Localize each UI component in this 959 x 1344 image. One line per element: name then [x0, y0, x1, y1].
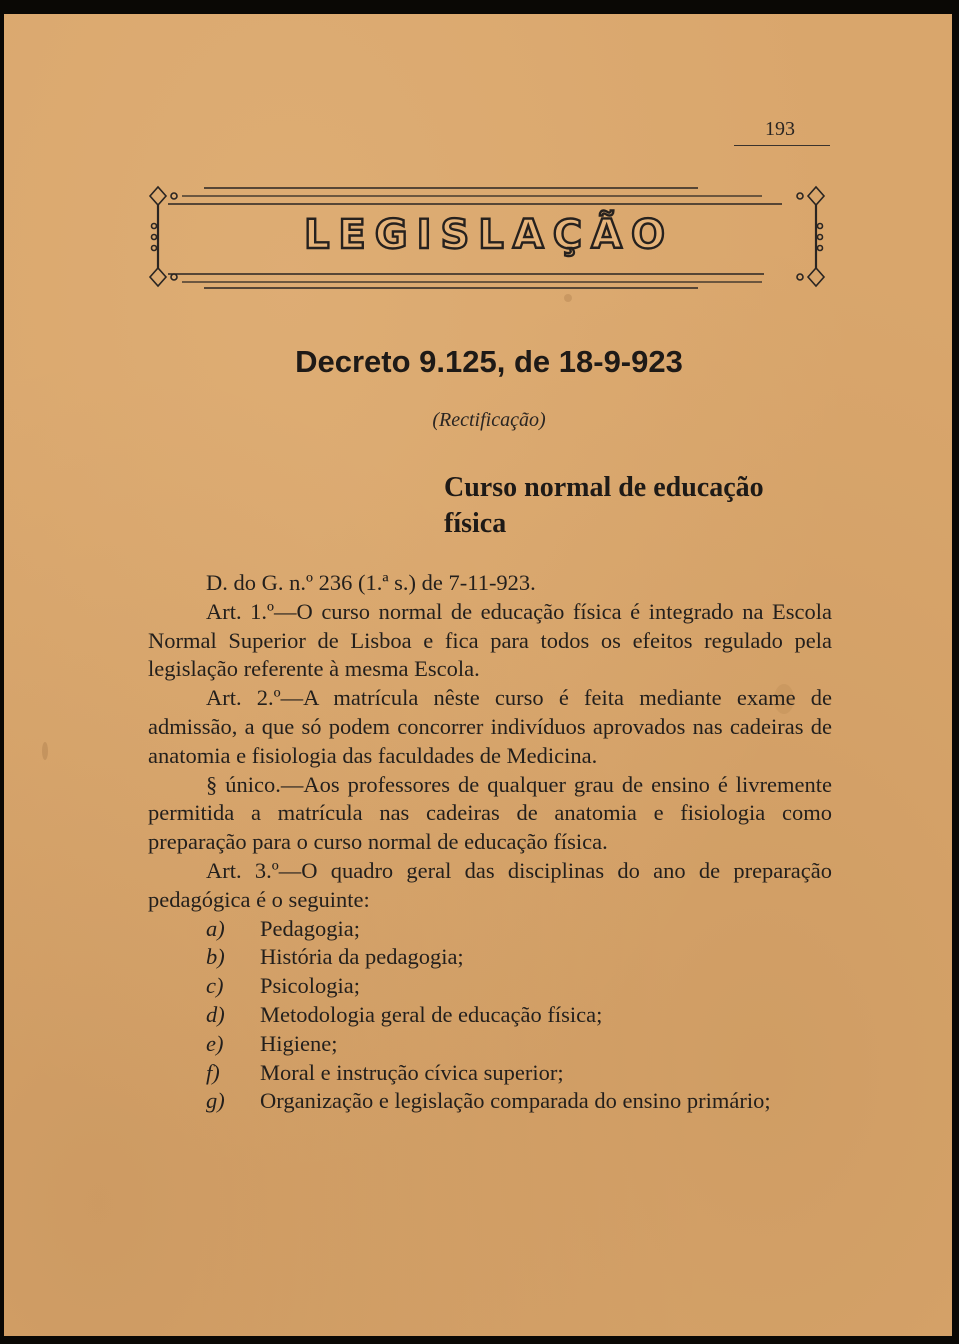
gazette-reference: D. do G. n.º 236 (1.ª s.) de 7-11-923.: [206, 570, 536, 595]
decree-body: [148, 569, 832, 1116]
list-item: g) Organização e legislação comparada do ensino primário;: [206, 1088, 771, 1114]
decree-title: Decreto 9.125, de 18-9-923: [295, 344, 683, 379]
subject-line-2: física: [444, 508, 507, 539]
subject-line-1: Curso normal de educação: [444, 472, 764, 503]
page-number-rule: [734, 145, 830, 146]
list-item: b) História da pedagogia;: [206, 944, 464, 970]
decree-note: (Rectificação): [432, 409, 546, 431]
disciplines-list: [148, 915, 832, 1117]
article-2: Art. 2.º—A matrícula nêste curso é feita mediante exame de admissão, a que só podem concorrer indivíduos aprovados nas cadeiras de anatomia e fisiologia das faculdades de Medicina.: [148, 685, 832, 768]
list-item: e) Higiene;: [206, 1030, 338, 1056]
list-item: d) Metodologia geral de educação física;: [206, 1001, 603, 1027]
list-item: f) Moral e instrução cívica superior;: [206, 1059, 564, 1085]
paragraph-unico: § único.—Aos professores de qualquer grau de ensino é livremente permitida a matrícula nas cadeiras de anatomia e fisiologia como preparação para o curso normal de educação física.: [148, 771, 832, 855]
article-3: Art. 3.º—O quadro geral das disciplinas do ano de preparação pedagógica é o seguinte:: [148, 857, 832, 912]
list-item: c) Psicologia;: [206, 973, 360, 999]
page-number: 193: [765, 118, 795, 140]
list-item: a) Pedagogia;: [206, 915, 360, 941]
paper-spot: [42, 742, 48, 760]
decree-subject: [444, 470, 844, 542]
book-page: [4, 14, 952, 1336]
paper-spot: [564, 294, 572, 302]
article-1: Art. 1.º—O curso normal de educação física é integrado na Escola Normal Superior de Lisboa e fica para todos os efeitos regulado pela legislação referente à mesma Escola.: [148, 598, 832, 682]
section-heading: LEGISLAÇÃO: [303, 212, 675, 258]
